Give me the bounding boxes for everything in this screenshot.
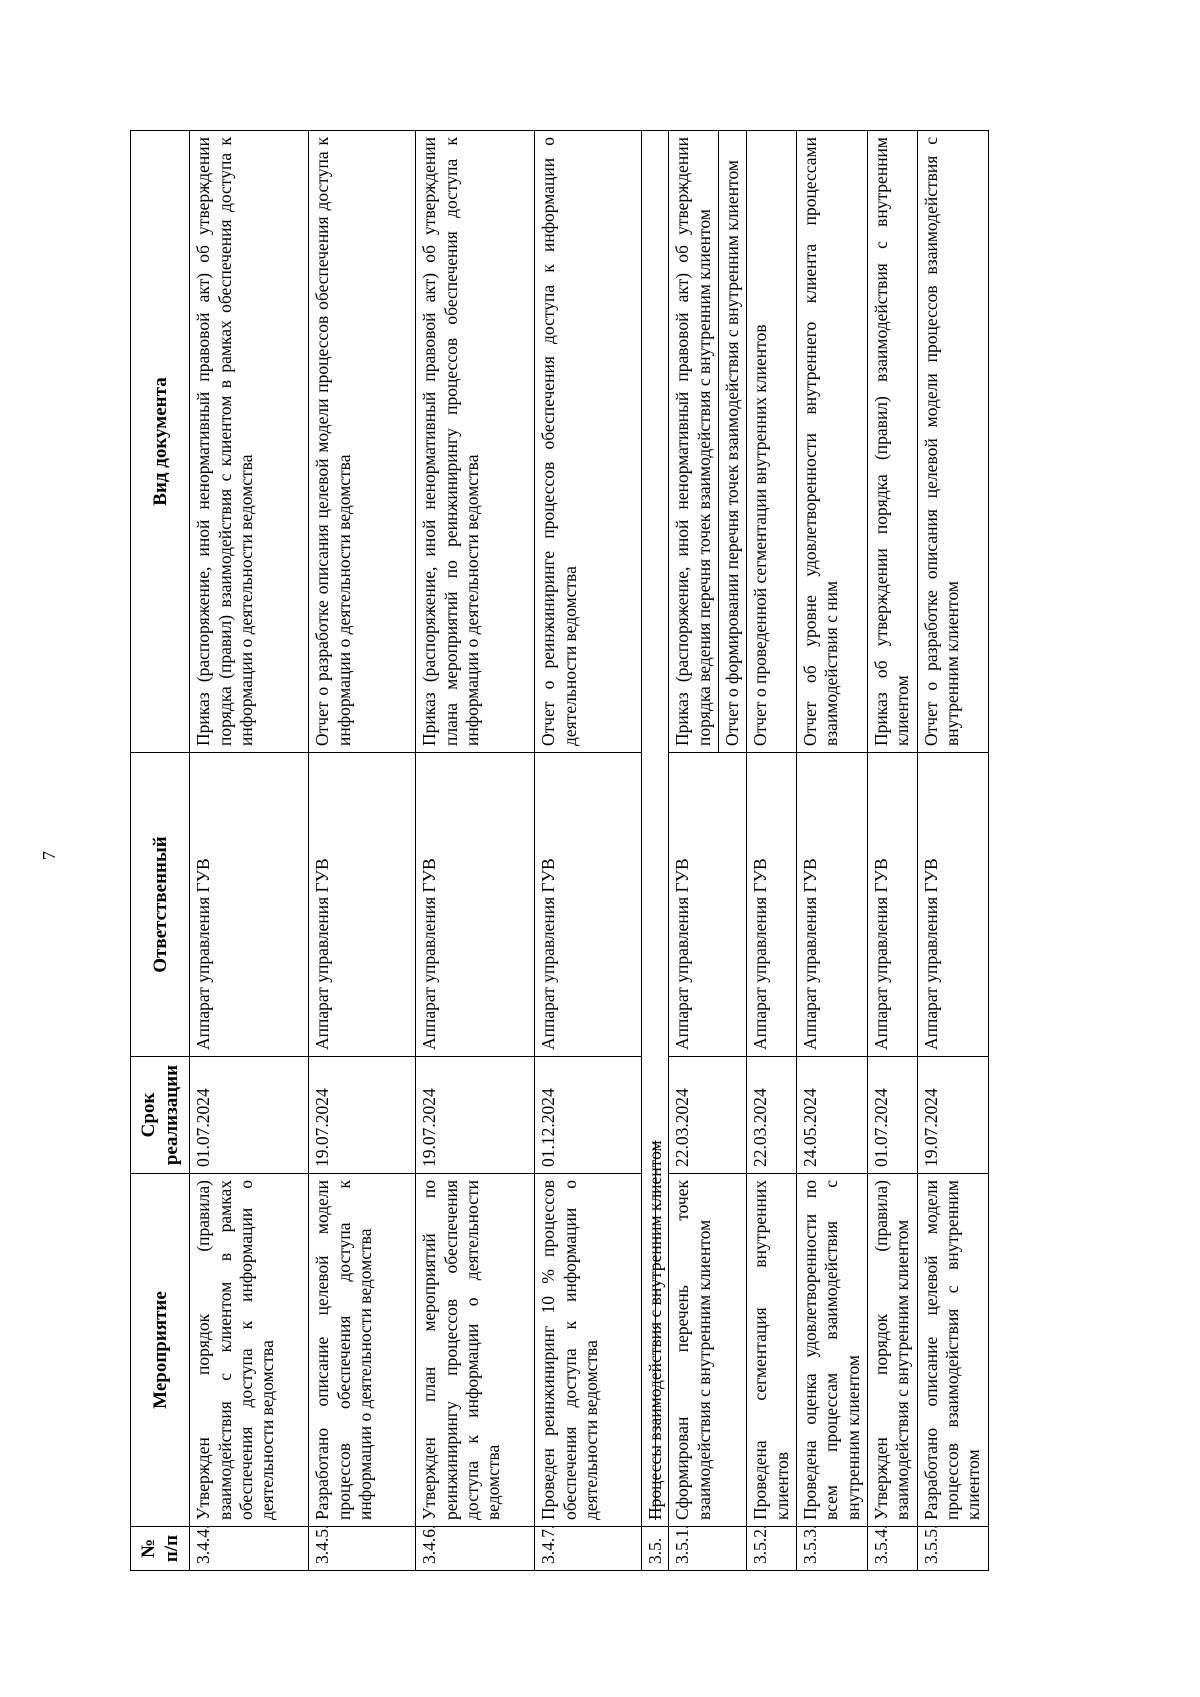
row-event: Утвержден порядок (правила) взаимодействия с клиентом в рамках обеспечения доступа к информации о деятельности ведомства	[190, 1174, 309, 1527]
table-row	[535, 131, 642, 1571]
row-responsible: Аппарат управления ГУВ	[797, 753, 868, 1057]
table-row	[190, 131, 309, 1571]
row-num: 3.4.4.	[190, 1527, 309, 1571]
table-row	[309, 131, 416, 1571]
row-responsible: Аппарат управления ГУВ	[669, 753, 747, 1057]
row-event: Проведена сегментация внутренних клиентов	[747, 1174, 797, 1527]
row-doc-type: Приказ (распоряжение, иной ненормативный правовой акт) об утверждении порядка (правил) взаимодействия с клиентом в рамках обеспечения доступа к информации о деятельности ведомства	[190, 131, 309, 753]
row-deadline: 01.12.2024	[535, 1057, 642, 1174]
row-doc-type: Отчет о разработке описания целевой модели процессов взаимодействия с внутренним клиентом	[917, 131, 988, 753]
row-deadline: 19.07.2024	[309, 1057, 416, 1174]
row-num: 3.5.3.	[797, 1527, 868, 1571]
row-event: Сформирован перечень точек взаимодействия с внутренним клиентом	[669, 1174, 747, 1527]
row-responsible: Аппарат управления ГУВ	[309, 753, 416, 1057]
section-row	[642, 131, 669, 1571]
row-num: 3.4.6.	[416, 1527, 535, 1571]
page-number: 7	[39, 851, 59, 860]
row-doc-type: Отчет о разработке описания целевой модели процессов обеспечения доступа к информации о деятельности ведомства	[309, 131, 416, 753]
row-deadline: 01.07.2024	[190, 1057, 309, 1174]
row-deadline: 22.03.2024	[747, 1057, 797, 1174]
row-num: 3.4.7.	[535, 1527, 642, 1571]
table-header-row	[131, 131, 190, 1571]
rotated-page-content	[130, 131, 1030, 1571]
table-row	[917, 131, 988, 1571]
row-doc-type: Приказ об утверждении порядка (правил) взаимодействия с внутренним клиентом	[868, 131, 918, 753]
row-num: 3.5.1.	[669, 1527, 747, 1571]
row-deadline: 24.05.2024	[797, 1057, 868, 1174]
doc-type-part: Приказ (распоряжение, иной ненормативный правовой акт) об утверждении порядка ведения перечня точек взаимодействия с внутренним клиентом	[672, 137, 714, 746]
row-num: 3.4.5.	[309, 1527, 416, 1571]
row-event: Утвержден порядок (правила) взаимодействия с внутренним клиентом	[868, 1174, 918, 1527]
doc-type-part: Отчет о формировании перечня точек взаимодействия с внутренним клиентом	[718, 131, 746, 752]
row-event: Проведен реинжиниринг 10 % процессов обеспечения доступа к информации о деятельности ведомства	[535, 1174, 642, 1527]
row-responsible: Аппарат управления ГУВ	[747, 753, 797, 1057]
section-title: Процессы взаимодействия с внутренним клиентом	[642, 131, 669, 1527]
header-deadline: Срок реализации	[131, 1057, 190, 1174]
row-deadline: 19.07.2024	[917, 1057, 988, 1174]
table-row	[868, 131, 918, 1571]
row-doc-type: Приказ (распоряжение, иной ненормативный правовой акт) об утверждении плана мероприятий по реинжинирингу процессов обеспечения доступа к информации о деятельности ведомства	[416, 131, 535, 753]
row-responsible: Аппарат управления ГУВ	[416, 753, 535, 1057]
row-doc-type: Отчет о проведенной сегментации внутренних клиентов	[747, 131, 797, 753]
row-responsible: Аппарат управления ГУВ	[190, 753, 309, 1057]
table-row	[416, 131, 535, 1571]
row-num: 3.5.5.	[917, 1527, 988, 1571]
row-deadline: 01.07.2024	[868, 1057, 918, 1174]
header-responsible: Ответственный	[131, 753, 190, 1057]
row-event: Разработано описание целевой модели процессов обеспечения доступа к информации о деятельности ведомства	[309, 1174, 416, 1527]
row-doc-type: Отчет об уровне удовлетворенности внутреннего клиента процессами взаимодействия с ним	[797, 131, 868, 753]
row-event: Разработано описание целевой модели процессов взаимодействия с внутренним клиентом	[917, 1174, 988, 1527]
row-event: Проведена оценка удовлетворенности по всем процессам взаимодействия с внутренним клиентом	[797, 1174, 868, 1527]
section-num: 3.5.	[642, 1527, 669, 1571]
plan-table	[130, 130, 989, 1571]
row-doc-type: Отчет о реинжиниринге процессов обеспечения доступа к информации о деятельности ведомства	[535, 131, 642, 753]
table-row	[797, 131, 868, 1571]
row-responsible: Аппарат управления ГУВ	[535, 753, 642, 1057]
row-event: Утвержден план мероприятий по реинжинирингу процессов обеспечения доступа к информации о деятельности ведомства	[416, 1174, 535, 1527]
table-row	[669, 131, 747, 1571]
row-num: 3.5.4.	[868, 1527, 918, 1571]
table-row	[747, 131, 797, 1571]
row-deadline: 22.03.2024	[669, 1057, 747, 1174]
row-deadline: 19.07.2024	[416, 1057, 535, 1174]
header-num: № п/п	[131, 1527, 190, 1571]
row-responsible: Аппарат управления ГУВ	[917, 753, 988, 1057]
header-event: Мероприятие	[131, 1174, 190, 1527]
row-num: 3.5.2.	[747, 1527, 797, 1571]
header-doc-type: Вид документа	[131, 131, 190, 753]
row-responsible: Аппарат управления ГУВ	[868, 753, 918, 1057]
row-doc-type	[669, 131, 747, 753]
